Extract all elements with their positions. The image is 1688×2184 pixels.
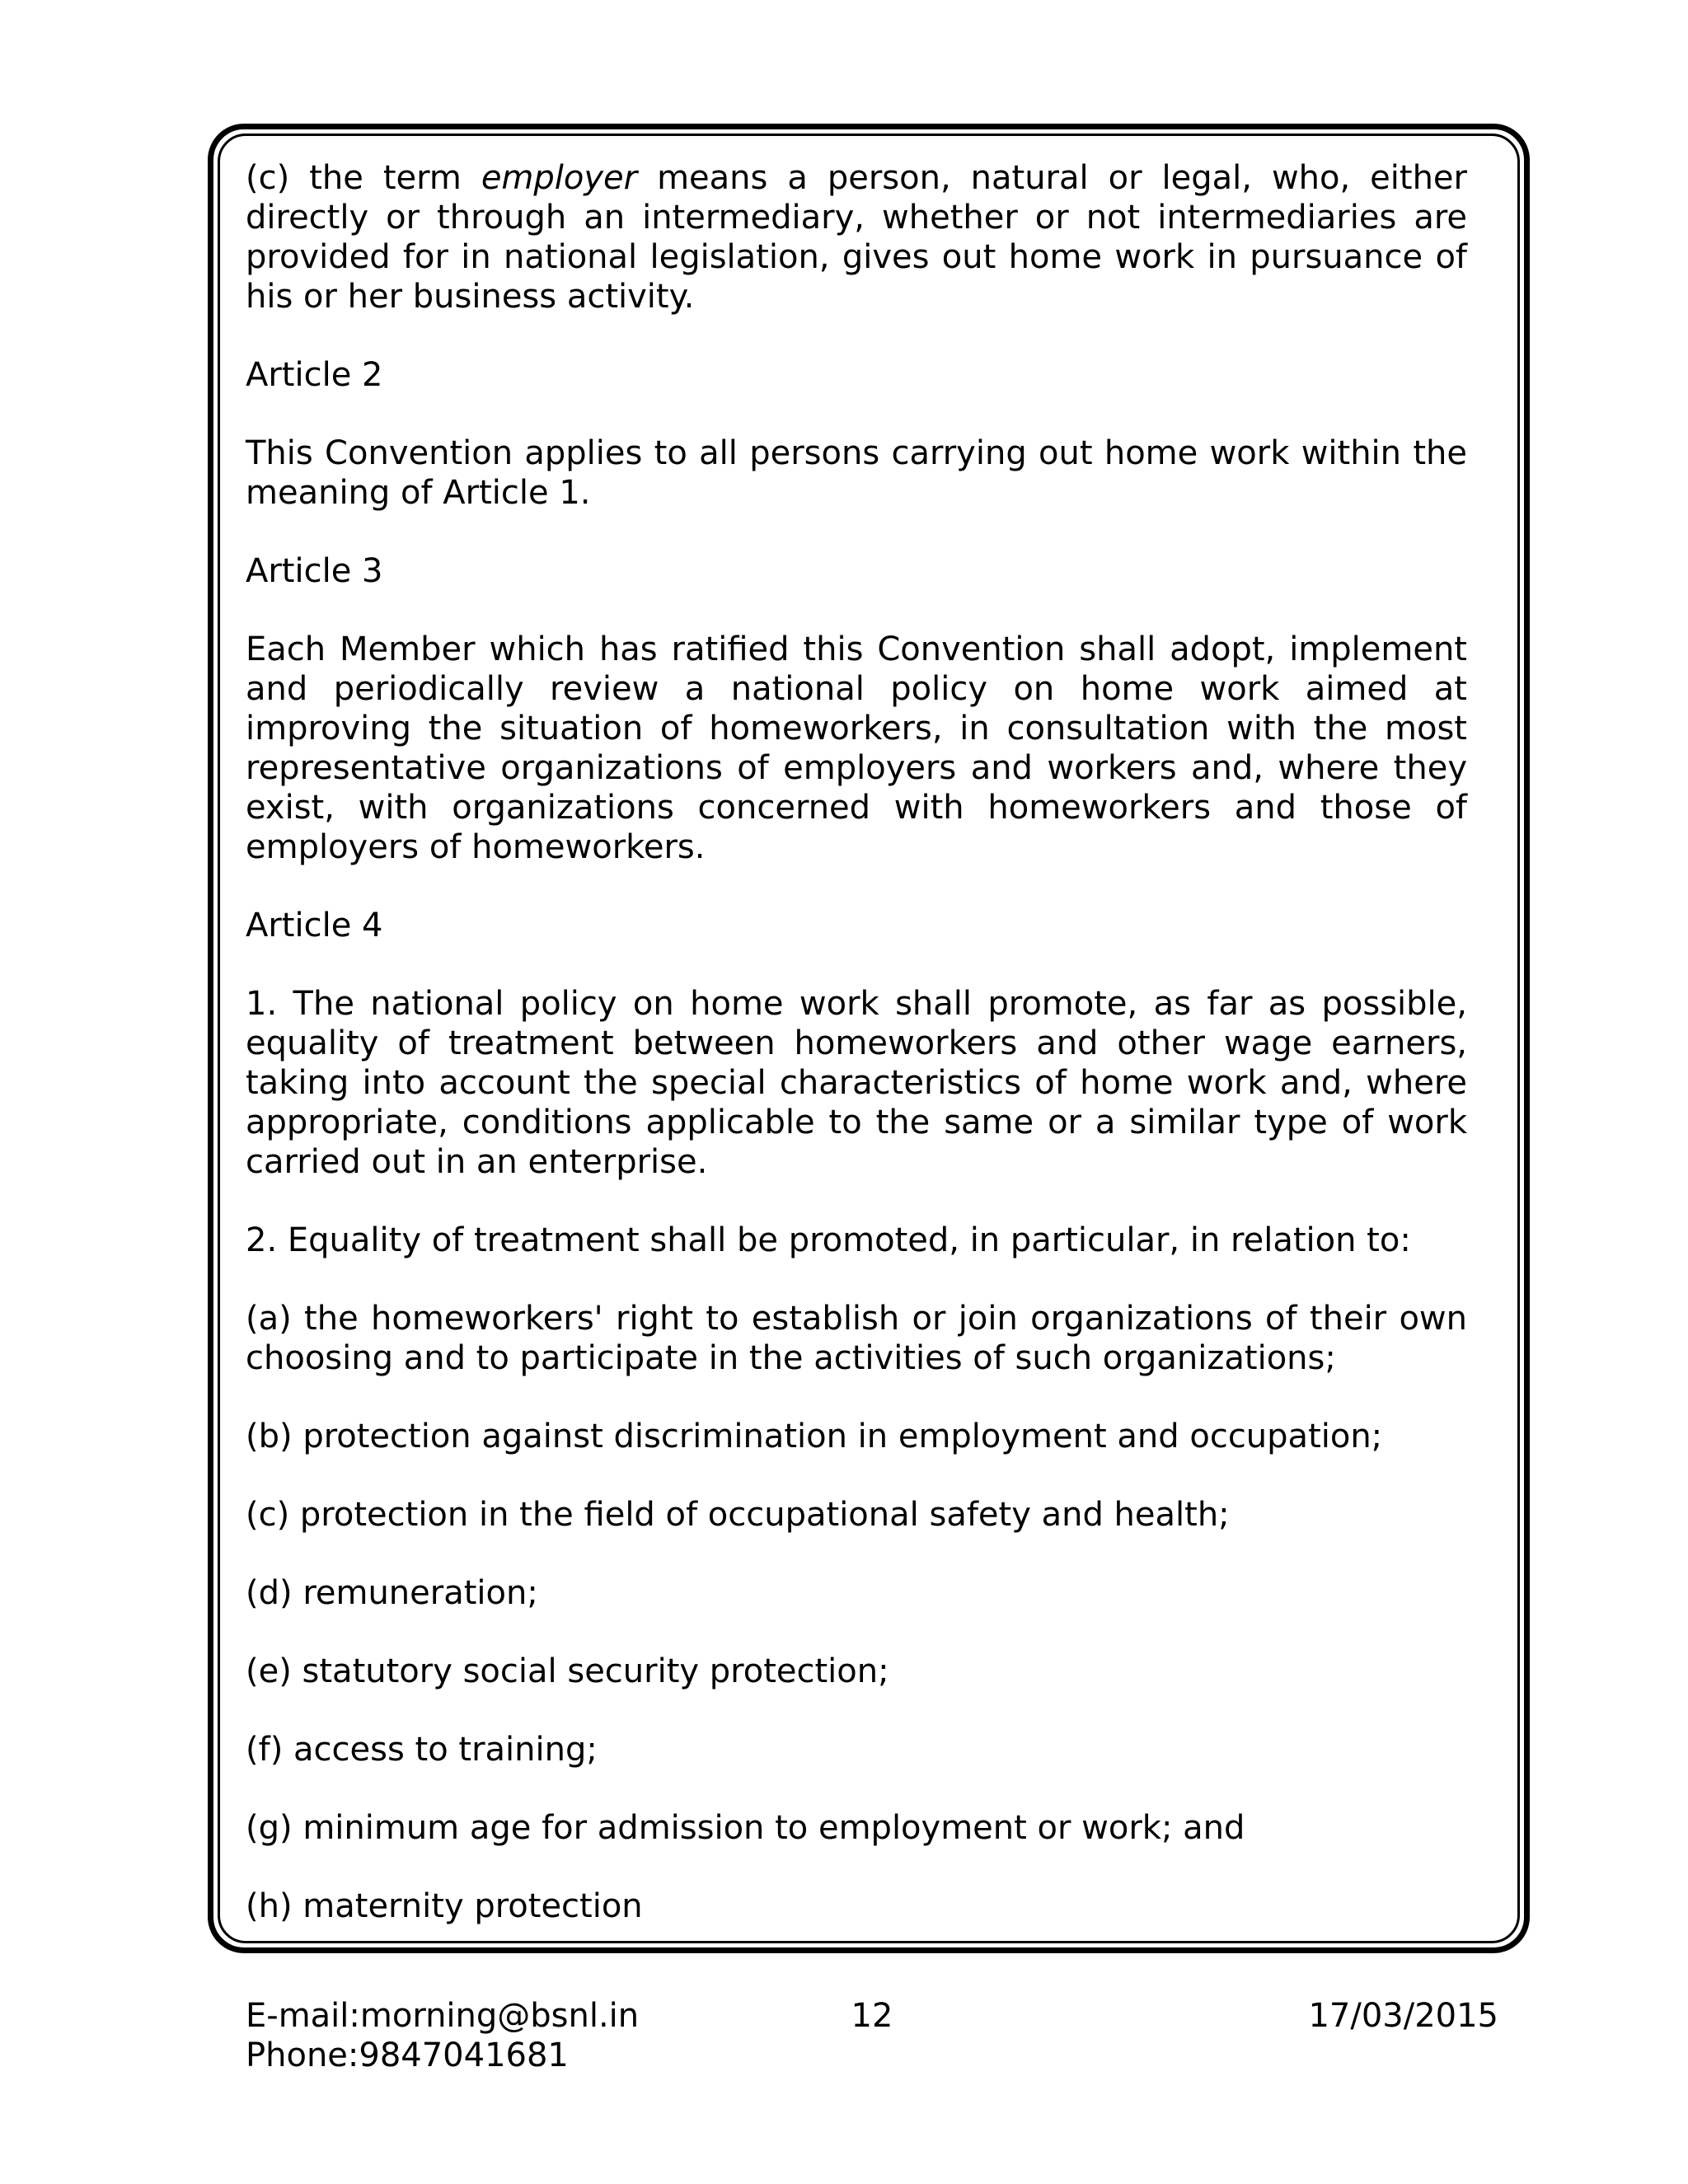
list-item-f: (f) access to training; xyxy=(246,1731,598,1769)
article-4-paragraph-1: 1. The national policy on home work shall promote, as far as possible, equality of treatment between homeworkers and other wage earners, taking into account the special characteristics of home work and, where appropriate, conditions applicable to the same or a similar type of work carried out in an enterprise. xyxy=(246,985,1467,1181)
footer-page-number: 12 xyxy=(851,1997,893,2035)
list-item-c: (c) protection in the field of occupational safety and health; xyxy=(246,1496,1230,1534)
article-3-text: Each Member which has ratified this Convention shall adopt, implement and periodically review a national policy on home work aimed at improving the situation of homeworkers, in consultation with the most representative organizations of employers and workers and, where they exist, with organizations concerned with homeworkers and those of employers of homeworkers. xyxy=(246,630,1467,866)
article-4-paragraph-2: 2. Equality of treatment shall be promoted, in particular, in relation to: xyxy=(246,1221,1411,1259)
list-item-a: (a) the homeworkers' right to establish or join organizations of their own choosing and to participate in the activities of such organizations; xyxy=(246,1300,1467,1377)
definition-employer xyxy=(246,158,1467,316)
list-item-d: (d) remuneration; xyxy=(246,1574,538,1612)
definition-text: means a person, natural or legal, who, either directly or through an intermediary, whether or not intermediaries are provided for in national legislation, gives out home work in pursuance of his or her business activity. xyxy=(246,159,1467,316)
article-2-text: This Convention applies to all persons carrying out home work within the meaning of Article 1. xyxy=(246,434,1467,512)
list-item-h: (h) maternity protection xyxy=(246,1887,643,1925)
footer-email: E-mail:morning@bsnl.in xyxy=(246,1997,640,2035)
article-2-heading: Article 2 xyxy=(246,356,383,394)
list-item-b: (b) protection against discrimination in employment and occupation; xyxy=(246,1418,1383,1455)
article-4-heading: Article 4 xyxy=(246,907,383,944)
page-footer xyxy=(246,1996,1498,2079)
list-item-e: (e) statutory social security protection; xyxy=(246,1652,889,1690)
footer-phone: Phone:9847041681 xyxy=(246,2036,569,2074)
article-3-heading: Article 3 xyxy=(246,552,383,590)
document-body xyxy=(246,158,1467,1926)
definition-prefix: (c) the term xyxy=(246,159,481,197)
defined-term: employer xyxy=(481,159,638,197)
footer-date: 17/03/2015 xyxy=(1308,1997,1498,2035)
list-item-g: (g) minimum age for admission to employment or work; and xyxy=(246,1809,1245,1847)
